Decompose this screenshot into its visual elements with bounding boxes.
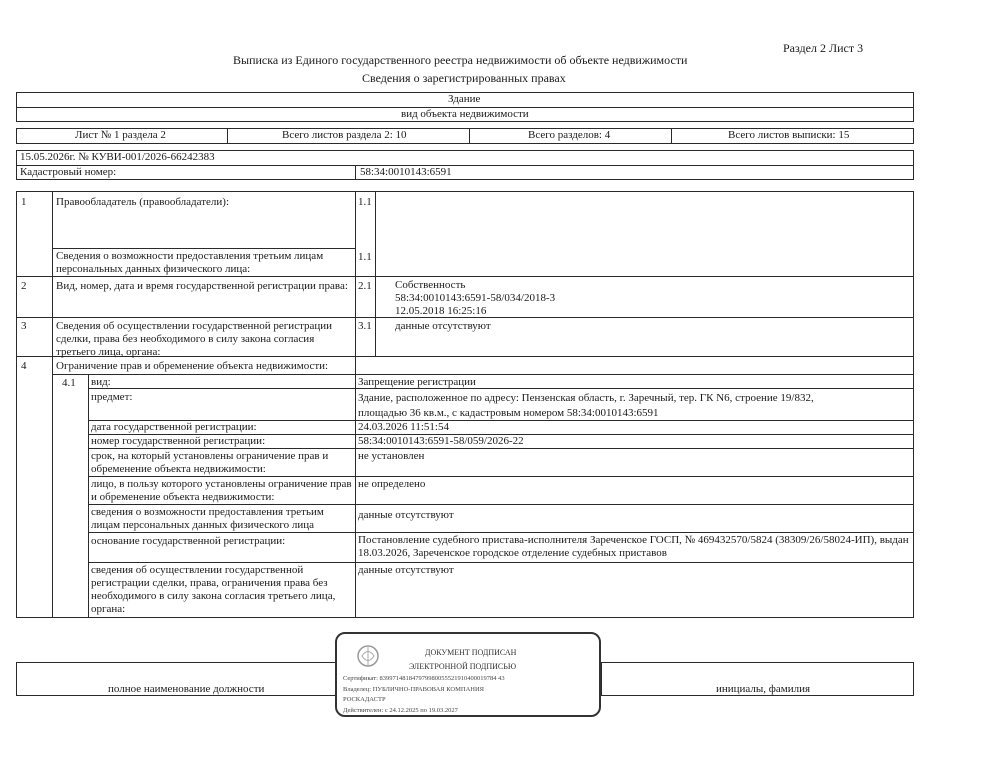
stamp-line-2: ЭЛЕКТРОННОЙ ПОДПИСЬЮ: [409, 662, 517, 671]
cadastral-label: Кадастровый номер:: [20, 166, 117, 178]
electronic-signature-stamp: [335, 632, 601, 717]
restriction-reg-date-value: 24.03.2026 11:51:54: [358, 421, 449, 433]
sheet-number: Лист № 1 раздела 2: [75, 129, 166, 141]
position-label: полное наименование должности: [108, 683, 265, 695]
right-type: Собственность: [395, 279, 466, 291]
row-1-subnumber: 1.1: [358, 196, 372, 208]
restriction-personal-data-value: данные отсутствуют: [358, 509, 454, 521]
restriction-reg-date-label: дата государственной регистрации:: [91, 421, 257, 433]
stamp-validity: Действителен: с 24.12.2025 по 19.03.2027: [343, 707, 458, 714]
total-sections: Всего разделов: 4: [528, 129, 611, 141]
row-2-subnumber: 2.1: [358, 280, 372, 292]
restriction-term-value: не установлен: [358, 450, 425, 462]
restriction-kind-label: вид:: [91, 376, 111, 388]
row-4-label: Ограничение прав и обременение объекта недвижимости:: [56, 360, 329, 372]
emblem-icon: [355, 643, 381, 669]
row-3-label: Сведения об осуществлении государственной регистрации сделки, права без необходимого в силу закона согласия третьего лица, органа:: [56, 320, 333, 358]
restriction-basis-label: основание государственной регистрации:: [91, 535, 286, 547]
object-type-caption: вид объекта недвижимости: [401, 108, 529, 120]
extract-date-number: 15.05.2026г. № КУВИ-001/2026-66242383: [20, 151, 215, 163]
restriction-basis-value: Постановление судебного пристава-исполнителя Зареченское ГОСП, № 469432570/5824 (38309/26/58024-ИП), выдан 18.03.2026, Зареченское городское отделение судебных приставов: [358, 534, 909, 559]
stamp-line-1: ДОКУМЕНТ ПОДПИСАН: [425, 648, 517, 657]
stamp-owner-2: РОСКАДАСТР: [343, 696, 386, 703]
row-3-subnumber: 3.1: [358, 320, 372, 332]
page-reference: Раздел 2 Лист 3: [783, 41, 864, 55]
total-sheets-section: Всего листов раздела 2: 10: [282, 129, 407, 141]
restriction-subject-label: предмет:: [91, 391, 133, 403]
row-2-label: Вид, номер, дата и время государственной регистрации права:: [56, 280, 348, 292]
row-1-number: 1: [21, 196, 27, 208]
restriction-person-label: лицо, в пользу которого установлены ограничение прав и обременение объекта недвижимости:: [91, 478, 352, 503]
cadastral-number: 58:34:0010143:6591: [360, 166, 452, 178]
row-2-number: 2: [21, 280, 27, 292]
restriction-kind-value: Запрещение регистрации: [358, 376, 476, 388]
row-1-label: Правообладатель (правообладатели):: [56, 196, 230, 208]
restriction-consent-label: сведения об осуществлении государственной регистрации сделки, права, ограничения права без необходимого в силу закона согласия третьего лица, органа:: [91, 564, 336, 615]
row-4-subnumber: 4.1: [62, 377, 76, 389]
redacted-area: [376, 200, 913, 275]
right-reg-number: 58:34:0010143:6591-58/034/2018-3: [395, 292, 556, 304]
restriction-personal-data-label: сведения о возможности предоставления третьим лицам персональных данных физического лица: [91, 506, 324, 531]
row-3-number: 3: [21, 320, 27, 332]
restriction-term-label: срок, на который установлены ограничение прав и обременение объекта недвижимости:: [91, 450, 329, 475]
restriction-consent-value: данные отсутствуют: [358, 564, 454, 576]
total-sheets: Всего листов выписки: 15: [728, 129, 850, 141]
restriction-subject-value: Здание, расположенное по адресу: Пензенская область, г. Заречный, тер. ГК N6, строение 19/832, площадью 36 кв.м., с кадастровым номером 58:34:0010143:6591: [358, 392, 814, 419]
right-reg-date: 12.05.2018 16:25:16: [395, 305, 487, 317]
row-1b-subnumber: 1.1: [358, 251, 372, 263]
row-4-number: 4: [21, 360, 27, 372]
object-type: Здание: [448, 93, 481, 105]
stamp-certificate: Сертификат: 839971481847979980055521910400019784 43: [343, 675, 505, 682]
stamp-owner: Владелец: ПУБЛИЧНО-ПРАВОВАЯ КОМПАНИЯ: [343, 686, 484, 693]
restriction-reg-number-label: номер государственной регистрации:: [91, 435, 266, 447]
restriction-reg-number-value: 58:34:0010143:6591-58/059/2026-22: [358, 435, 524, 447]
initials-label: инициалы, фамилия: [716, 683, 811, 695]
row-3-value: данные отсутствуют: [395, 320, 491, 332]
document-title: Выписка из Единого государственного реестра недвижимости об объекте недвижимости: [233, 53, 688, 67]
document-subtitle: Сведения о зарегистрированных правах: [362, 71, 566, 85]
restriction-person-value: не определено: [358, 478, 426, 490]
row-1b-label: Сведения о возможности предоставления третьим лицам персональных данных физического лица:: [56, 250, 324, 275]
